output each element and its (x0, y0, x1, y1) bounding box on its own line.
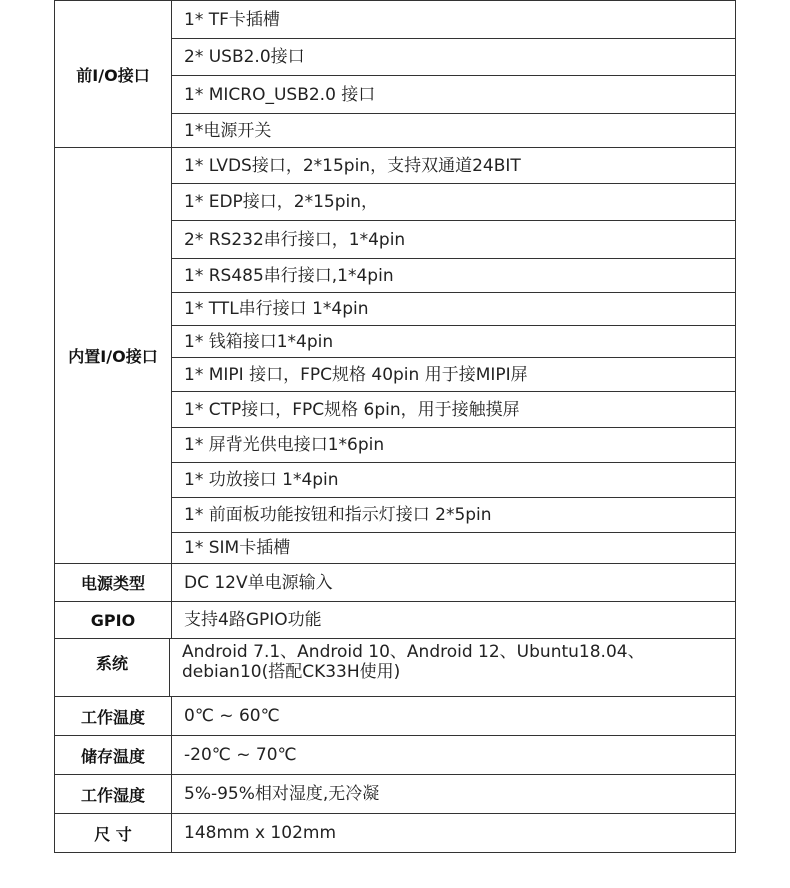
spec-value: Android 7.1、Android 10、Android 12、Ubuntu18.04、debian10(搭配CK33H使用) (182, 642, 645, 682)
spec-group (54, 601, 736, 638)
spec-values (172, 602, 736, 638)
spec-value: 1* MIPI 接口，FPC规格 40pin 用于接MIPI屏 (172, 357, 735, 391)
spec-group (54, 147, 736, 563)
spec-label: 系统 (54, 639, 170, 696)
spec-value: 1* SIM卡插槽 (172, 532, 735, 563)
spec-group (54, 735, 736, 774)
spec-label: GPIO (54, 602, 172, 638)
spec-group (54, 813, 736, 853)
spec-values (172, 814, 736, 852)
spec-values (172, 775, 736, 813)
spec-value: 支持4路GPIO功能 (184, 610, 322, 630)
spec-group (54, 563, 736, 601)
spec-group (54, 774, 736, 813)
spec-label: 尺 寸 (54, 814, 172, 852)
spec-value: -20℃ ~ 70℃ (184, 745, 297, 765)
spec-label: 电源类型 (54, 564, 172, 601)
spec-value: 1* TF卡插槽 (184, 9, 280, 30)
spec-values (170, 639, 736, 696)
spec-value: 1* EDP接口，2*15pin， (172, 183, 735, 220)
spec-values (172, 1, 736, 147)
spec-values (172, 736, 736, 774)
spec-value: 1* 前面板功能按钮和指示灯接口 2*5pin (172, 497, 735, 532)
spec-label: 工作温度 (54, 697, 172, 735)
spec-value: DC 12V单电源输入 (184, 572, 333, 593)
spec-group (54, 696, 736, 735)
spec-label: 内置I/O接口 (54, 148, 172, 563)
spec-label: 前I/O接口 (54, 1, 172, 147)
spec-value: 148mm x 102mm (184, 823, 337, 843)
spec-value: 5%-95%相对湿度,无冷凝 (184, 784, 380, 804)
spec-value: 1* LVDS接口，2*15pin，支持双通道24BIT (184, 155, 521, 176)
spec-label: 工作湿度 (54, 775, 172, 813)
spec-value: 1*电源开关 (172, 113, 735, 147)
spec-value: 1* CTP接口，FPC规格 6pin，用于接触摸屏 (172, 391, 735, 427)
spec-value: 1* 屏背光供电接口1*6pin (172, 427, 735, 462)
spec-value: 1* TTL串行接口 1*4pin (172, 292, 735, 325)
spec-value: 1* MICRO_USB2.0 接口 (172, 75, 735, 113)
spec-label: 储存温度 (54, 736, 172, 774)
spec-values (172, 564, 736, 601)
spec-value: 1* 功放接口 1*4pin (172, 462, 735, 497)
spec-values (172, 148, 736, 563)
spec-values (172, 697, 736, 735)
spec-value: 1* RS485串行接口,1*4pin (172, 258, 735, 292)
spec-value: 0℃ ~ 60℃ (184, 706, 280, 726)
spec-value: 2* USB2.0接口 (172, 38, 735, 75)
spec-value: 1* 钱箱接口1*4pin (172, 325, 735, 357)
spec-value: 2* RS232串行接口，1*4pin (172, 220, 735, 258)
spec-group (54, 638, 736, 696)
spec-table (54, 0, 736, 853)
spec-group (54, 0, 736, 147)
